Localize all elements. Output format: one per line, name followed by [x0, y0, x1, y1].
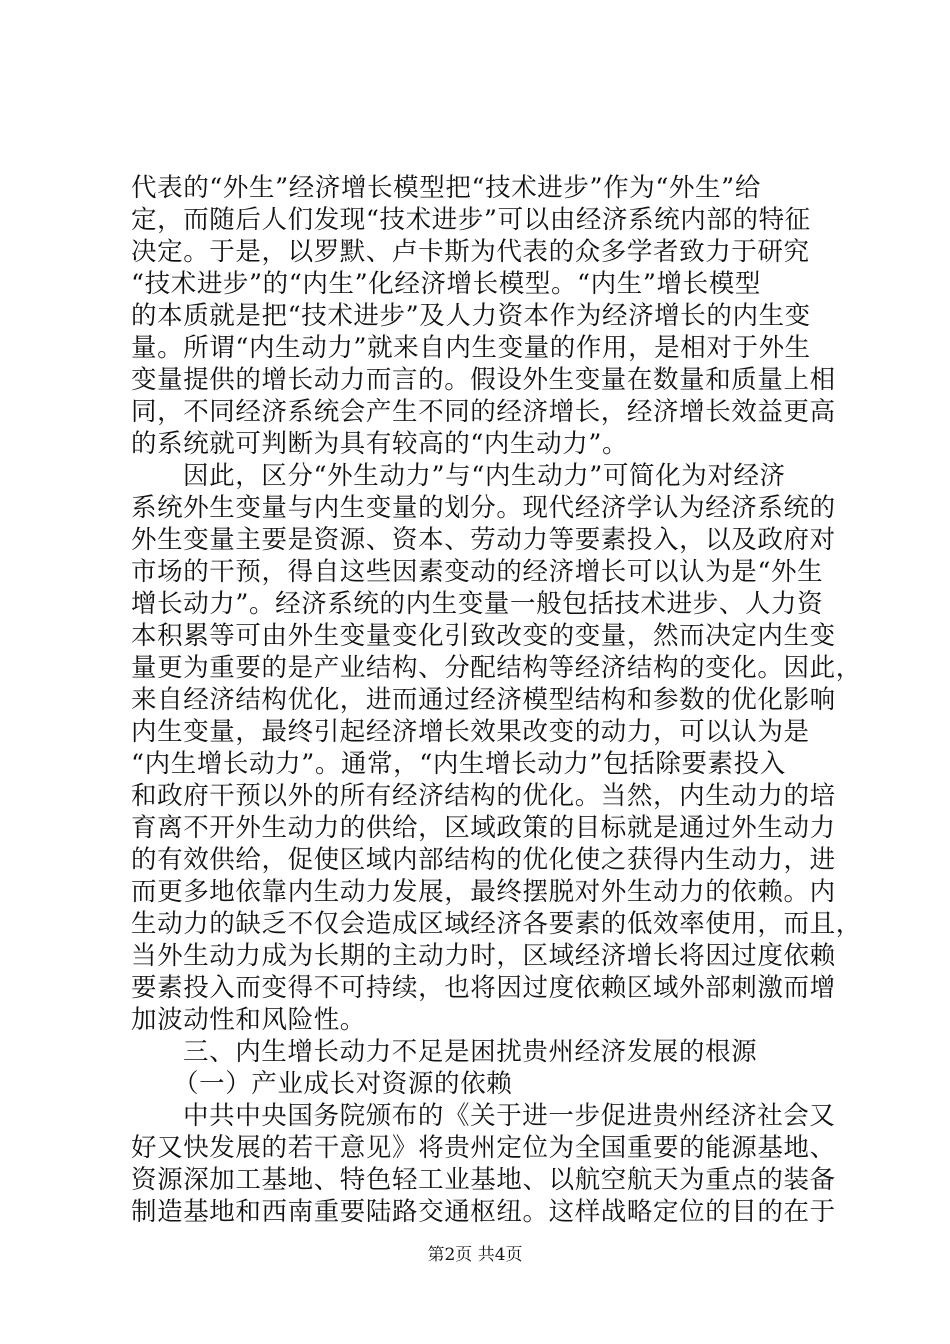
paragraph-start-line: 因此，区分“外生动力”与“内生动力”可简化为对经济 [183, 461, 786, 491]
text-line: 来自经济结构优化，进而通过经济模型结构和参数的优化影响 [131, 685, 836, 715]
text-line: 和政府干预以外的所有经济结构的优化。当然，内生动力的培 [131, 781, 836, 811]
text-line: 生动力的缺乏不仅会造成区域经济各要素的低效率使用，而且， [131, 909, 862, 939]
text-line: 量更为重要的是产业结构、分配结构等经济结构的变化。因此， [131, 653, 862, 683]
body-text [131, 172, 862, 1228]
text-line: 本积累等可由外生变量变化引致改变的变量，然而决定内生变 [131, 621, 836, 651]
text-line: 市场的干预，得自这些因素变动的经济增长可以认为是“外生 [131, 557, 824, 587]
text-line: 育离不开外生动力的供给，区域政策的目标就是通过外生动力 [131, 813, 836, 843]
subsection-heading: （一）产业成长对资源的依赖 [173, 1069, 513, 1099]
text-line: 当外生动力成为长期的主动力时，区域经济增长将因过度依赖 [131, 941, 836, 971]
text-line: 而更多地依靠内生动力发展，最终摆脱对外生动力的依赖。内 [131, 877, 836, 907]
text-line: 量。所谓“内生动力”就来自内生变量的作用，是相对于外生 [131, 333, 811, 363]
text-line: 制造基地和西南重要陆路交通枢纽。这样战略定位的目的在于 [131, 1197, 836, 1227]
text-line: 外生变量主要是资源、资本、劳动力等要素投入，以及政府对 [131, 525, 836, 555]
paragraph-start-line: 中共中央国务院颁布的《关于进一步促进贵州经济社会又 [183, 1101, 836, 1131]
text-line: 内生变量，最终引起经济增长效果改变的动力，可以认为是 [131, 717, 810, 747]
text-line: 加波动性和风险性。 [131, 1005, 366, 1035]
text-line: 决定。于是，以罗默、卢卡斯为代表的众多学者致力于研究 [131, 237, 810, 267]
text-line: 好又快发展的若干意见》将贵州定位为全国重要的能源基地、 [131, 1133, 836, 1163]
text-line: 代表的“外生”经济增长模型把“技术进步”作为“外生”给 [131, 173, 761, 203]
text-line: 资源深加工基地、特色轻工业基地、以航空航天为重点的装备 [131, 1165, 836, 1195]
text-line: 的本质就是把“技术进步”及人力资本作为经济增长的内生变 [131, 301, 811, 331]
text-line: 要素投入而变得不可持续，也将因过度依赖区域外部刺激而增 [131, 973, 836, 1003]
text-line: 变量提供的增长动力而言的。假设外生变量在数量和质量上相 [131, 365, 836, 395]
text-line: 的系统就可判断为具有较高的“内生动力”。 [131, 429, 629, 459]
text-line: “内生增长动力”。通常，“内生增长动力”包括除要素投入 [131, 749, 786, 779]
text-line: 增长动力”。经济系统的内生变量一般包括技术进步、人力资 [131, 589, 824, 619]
text-line: 同，不同经济系统会产生不同的经济增长，经济增长效益更高 [131, 397, 836, 427]
page-number-footer: 第2页 共4页 [427, 1245, 523, 1265]
text-line: 的有效供给，促使区域内部结构的优化使之获得内生动力，进 [131, 845, 836, 875]
text-line: 系统外生变量与内生变量的划分。现代经济学认为经济系统的 [131, 493, 836, 523]
text-line: 定，而随后人们发现“技术进步”可以由经济系统内部的特征 [131, 205, 811, 235]
text-line: “技术进步”的“内生”化经济增长模型。“内生”增长模型 [131, 269, 761, 299]
section-heading: 三、内生增长动力不足是困扰贵州经济发展的根源 [183, 1037, 758, 1067]
